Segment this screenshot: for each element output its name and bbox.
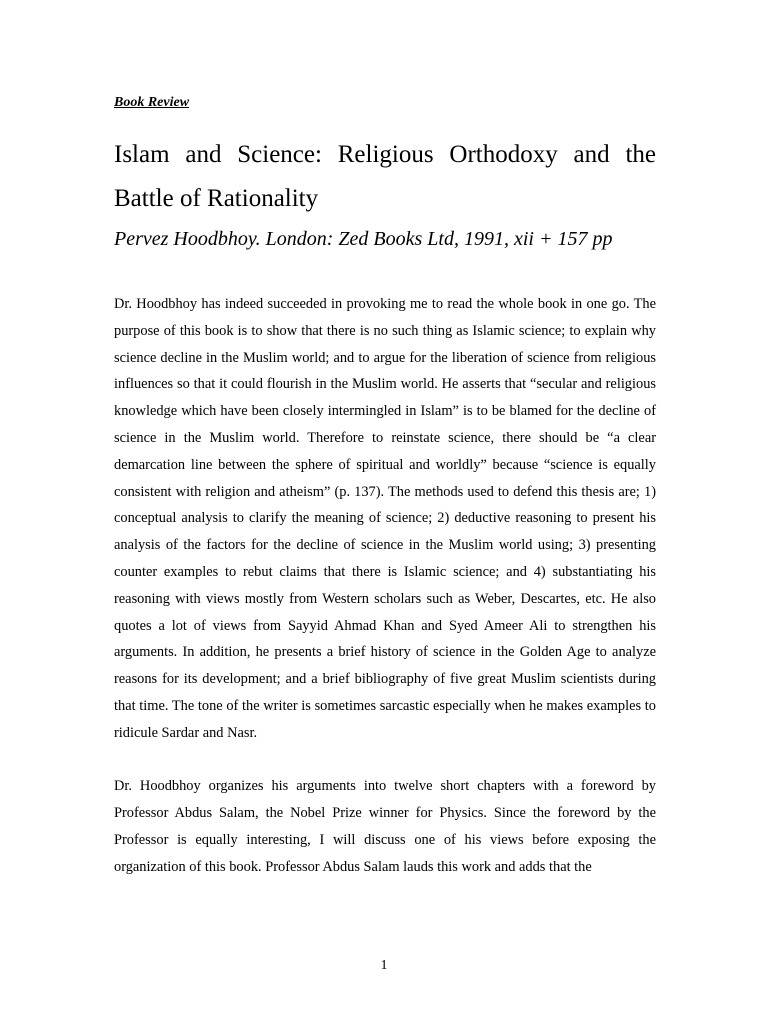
body-paragraph: Dr. Hoodbhoy organizes his arguments into twelve short chapters with a foreword by Professor Abdus Salam, the Nobel Prize winner for Physics. Since the foreword by the Professor is equally interesting, I will discuss one of his views before exposing the organization of this book. Professor Abdus Salam lauds this work and adds that the <box>114 778 656 875</box>
body-paragraph: Dr. Hoodbhoy has indeed succeeded in provoking me to read the whole book in one go. The purpose of this book is to show that there is no such thing as Islamic science; to explain why science decline in the Muslim world; and to argue for the liberation of science from religious influences so that it could flourish in the Muslim world. He asserts that “secular and religious knowledge which have been closely intermingled in Islam” is to be blamed for the decline of science in the Muslim world. Therefore to reinstate science, there should be “a clear demarcation line between the sphere of spiritual and worldly” because “science is equally consistent with religion and atheism” (p. 137). The methods used to defend this thesis are; 1) conceptual analysis to clarify the meaning of science; 2) deductive reasoning to present his analysis of the factors for the decline of science in the Muslim world using; 3) presenting counter examples to rebut claims that there is Islamic science; and 4) substantiating his reasoning with views mostly from Western scholars such as Weber, Descartes, etc. He also quotes a lot of views from Sayyid Ahmad Khan and Syed Ameer Ali to strengthen his arguments. In addition, he presents a brief history of science in the Golden Age to analyze reasons for its development; and a brief bibliography of five great Muslim scientists during that time. The tone of the writer is sometimes sarcastic especially when he makes examples to ridicule Sardar and Nasr. <box>114 296 656 741</box>
page-number: 1 <box>380 958 388 973</box>
section-label: Book Review <box>114 95 190 110</box>
document-title: Islam and Science: Religious Orthodoxy and the Battle of Rationality <box>114 141 656 212</box>
document-page <box>114 88 656 881</box>
book-citation: Pervez Hoodbhoy. London: Zed Books Ltd, 1991, xii + 157 pp <box>114 228 613 250</box>
